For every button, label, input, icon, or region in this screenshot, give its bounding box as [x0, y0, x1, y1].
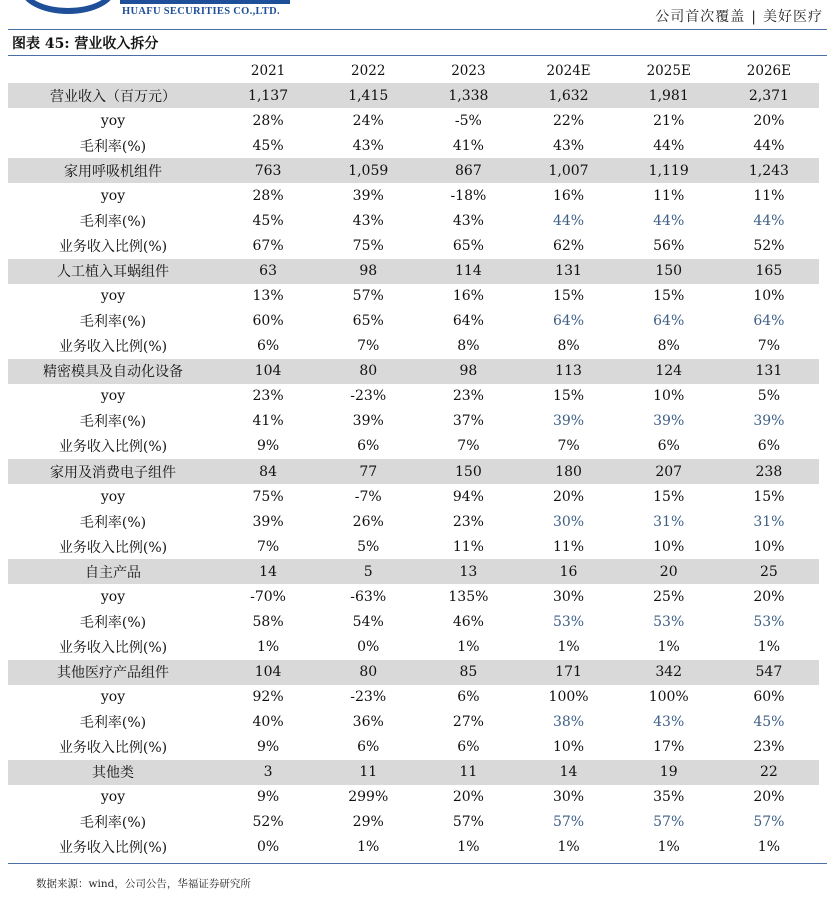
row-label: 业务收入比例(%)	[58, 539, 168, 556]
table-cell: 13	[418, 559, 518, 584]
table-cell: 45%	[252, 212, 284, 229]
table-cell: 39%	[352, 187, 384, 204]
table-cell: 44%	[653, 212, 685, 229]
table-cell: 53%	[653, 613, 685, 630]
table-cell: 77	[318, 459, 418, 484]
table-cell: 1,243	[719, 158, 819, 183]
table-cell: 94%	[452, 488, 484, 505]
table-cell: 41%	[252, 413, 284, 430]
table-row	[8, 133, 819, 158]
table-cell: 5	[318, 559, 418, 584]
table-row	[8, 384, 819, 409]
row-label: 营业收入（百万元）	[8, 83, 218, 108]
table-cell: 63	[218, 259, 318, 284]
table-cell: 1%	[557, 839, 580, 856]
table-cell: 45%	[252, 137, 284, 154]
data-source-note: 数据来源：wind，公司公告，华福证券研究所	[36, 878, 251, 890]
table-cell: 28%	[252, 112, 284, 129]
table-cell: 11%	[452, 538, 484, 555]
table-cell: 5%	[357, 538, 380, 555]
table-cell: 9%	[256, 789, 280, 806]
table-cell: 6%	[757, 438, 780, 455]
table-cell: 53%	[753, 613, 785, 630]
table-cell: 238	[719, 459, 819, 484]
table-cell: 44%	[753, 212, 785, 229]
table-cell: 6%	[256, 338, 280, 355]
row-label: 其他类	[8, 760, 218, 785]
table-cell: 46%	[452, 613, 484, 630]
table-row-segment	[8, 660, 819, 685]
table-row	[8, 835, 819, 860]
table-cell: 43%	[452, 212, 484, 229]
table-cell: 11%	[753, 187, 785, 204]
table-cell: 6%	[457, 739, 480, 756]
company-logo-icon	[20, 0, 116, 14]
header-report-info	[655, 6, 823, 26]
table-row	[8, 534, 819, 559]
table-cell: 64%	[452, 313, 484, 330]
table-cell: 44%	[653, 137, 685, 154]
table-title: 图表 45: 营业收入拆分	[12, 36, 159, 52]
row-label: 业务收入比例(%)	[58, 238, 168, 255]
table-cell: 1,059	[318, 158, 418, 183]
table-cell: 25	[719, 559, 819, 584]
table-cell: 52%	[252, 814, 284, 831]
table-cell: 11%	[552, 538, 585, 555]
table-row	[8, 685, 819, 710]
table-cell: 20%	[552, 488, 585, 505]
table-cell: 15%	[753, 488, 785, 505]
table-cell: 84	[218, 459, 318, 484]
row-label: 毛利率(%)	[79, 514, 147, 531]
table-cell: 40%	[252, 714, 284, 731]
table-cell: 39%	[552, 413, 585, 430]
header-divider	[8, 29, 827, 30]
table-cell: 43%	[352, 212, 384, 229]
table-cell: 43%	[352, 137, 384, 154]
table-cell: 11	[418, 760, 518, 785]
table-cell: 1,632	[518, 83, 618, 108]
table-cell: 27%	[452, 714, 484, 731]
table-cell: 67%	[252, 237, 284, 254]
column-header: 2021	[250, 62, 286, 79]
table-cell: 20%	[753, 588, 785, 605]
table-cell: 8%	[457, 338, 480, 355]
table-cell: 165	[719, 259, 819, 284]
table-cell: 150	[418, 459, 518, 484]
table-row-segment	[8, 359, 819, 384]
row-label: 毛利率(%)	[79, 614, 147, 631]
table-cell: 10%	[653, 538, 685, 555]
table-cell: 41%	[452, 137, 484, 154]
row-label: yoy	[100, 187, 126, 204]
table-row	[8, 309, 819, 334]
table-cell: 104	[218, 359, 318, 384]
row-label: yoy	[100, 588, 126, 605]
table-cell: 21%	[653, 112, 685, 129]
column-header: 2023	[451, 62, 486, 79]
table-cell: 10%	[753, 538, 785, 555]
table-cell: 11	[318, 760, 418, 785]
table-cell: 57%	[452, 814, 484, 831]
table-row	[8, 584, 819, 609]
table-cell: 57%	[653, 814, 685, 831]
table-cell: 31%	[653, 513, 685, 530]
table-cell: 80	[318, 660, 418, 685]
table-row	[8, 735, 819, 760]
table-cell: 763	[218, 158, 318, 183]
table-cell: 5%	[757, 388, 780, 405]
table-cell: 23%	[452, 388, 484, 405]
table-header-row	[8, 58, 819, 83]
table-row	[8, 434, 819, 459]
row-label: 其他医疗产品组件	[8, 660, 218, 685]
table-row-segment	[8, 559, 819, 584]
table-row	[8, 334, 819, 359]
table-cell: 135%	[448, 588, 489, 605]
table-cell: 60%	[252, 313, 284, 330]
row-label: yoy	[100, 789, 126, 806]
table-cell: 80	[318, 359, 418, 384]
table-cell: 65%	[352, 313, 384, 330]
table-cell: -23%	[350, 689, 387, 706]
table-cell: 58%	[252, 613, 284, 630]
table-cell: 100%	[548, 689, 589, 706]
table-cell: -23%	[350, 388, 387, 405]
company-name: 美好医疗	[763, 9, 823, 25]
table-row	[8, 108, 819, 133]
row-label: yoy	[100, 288, 126, 305]
table-cell: 6%	[357, 438, 380, 455]
table-cell: 3	[218, 760, 318, 785]
table-cell: 1%	[757, 839, 780, 856]
table-bottom-divider	[8, 863, 827, 864]
table-cell: 29%	[352, 814, 384, 831]
table-cell: 64%	[552, 313, 585, 330]
table-cell: 24%	[352, 112, 384, 129]
table-cell: 30%	[552, 588, 585, 605]
table-cell: 1%	[757, 638, 780, 655]
table-cell: 0%	[256, 839, 280, 856]
row-label: yoy	[100, 112, 126, 129]
table-cell: 1%	[256, 638, 280, 655]
table-cell: 35%	[653, 789, 685, 806]
table-cell: 114	[418, 259, 518, 284]
table-cell: 7%	[557, 438, 580, 455]
row-label: 家用及消费电子组件	[8, 459, 218, 484]
row-label: 业务收入比例(%)	[58, 439, 168, 456]
table-cell: 14	[518, 760, 618, 785]
table-cell: 171	[518, 660, 618, 685]
row-label: 毛利率(%)	[79, 815, 147, 832]
table-cell: 65%	[452, 237, 484, 254]
row-label: 人工植入耳蜗组件	[8, 259, 218, 284]
table-row	[8, 609, 819, 634]
report-type: 公司首次覆盖	[655, 9, 746, 25]
table-cell: -7%	[354, 488, 382, 505]
table-cell: 342	[619, 660, 719, 685]
table-row	[8, 710, 819, 735]
table-cell: 6%	[457, 689, 480, 706]
table-cell: 1,338	[418, 83, 518, 108]
table-cell: 31%	[753, 513, 785, 530]
row-label: 业务收入比例(%)	[58, 740, 168, 757]
table-cell: 1%	[457, 638, 480, 655]
table-cell: 207	[619, 459, 719, 484]
table-cell: 16	[518, 559, 618, 584]
table-cell: -63%	[350, 588, 387, 605]
row-label: 业务收入比例(%)	[58, 639, 168, 656]
table-row-segment	[8, 158, 819, 183]
table-cell: 20%	[753, 789, 785, 806]
table-cell: 7%	[457, 438, 480, 455]
table-cell: -5%	[454, 112, 482, 129]
table-cell: 30%	[552, 513, 585, 530]
row-label: 毛利率(%)	[79, 715, 147, 732]
row-label: yoy	[100, 689, 126, 706]
column-header	[8, 58, 218, 83]
row-label: 毛利率(%)	[79, 138, 147, 155]
title-divider	[8, 55, 827, 56]
table-row	[8, 233, 819, 258]
table-cell: 26%	[352, 513, 384, 530]
table-cell: 9%	[256, 438, 280, 455]
table-cell: 64%	[753, 313, 785, 330]
table-cell: 867	[418, 158, 518, 183]
table-cell: 23%	[452, 513, 484, 530]
company-name-en: HUAFU SECURITIES CO.,LTD.	[122, 6, 280, 17]
column-header: 2022	[351, 62, 386, 79]
table-row-segment	[8, 83, 819, 108]
table-cell: 36%	[352, 714, 384, 731]
table-cell: 98	[318, 259, 418, 284]
table-cell: 37%	[452, 413, 484, 430]
table-cell: 17%	[653, 739, 685, 756]
table-cell: 23%	[252, 388, 284, 405]
table-cell: 1,119	[619, 158, 719, 183]
table-cell: 10%	[653, 388, 685, 405]
table-row	[8, 810, 819, 835]
table-cell: 13%	[252, 288, 284, 305]
table-cell: -70%	[250, 588, 286, 605]
table-cell: 54%	[352, 613, 384, 630]
row-label: 业务收入比例(%)	[58, 339, 168, 356]
table-cell: 52%	[753, 237, 785, 254]
column-header: 2024E	[546, 62, 591, 79]
column-header: 2025E	[646, 62, 691, 79]
table-cell: 38%	[552, 714, 585, 731]
table-cell: 25%	[653, 588, 685, 605]
table-cell: 1%	[457, 839, 480, 856]
table-row-segment	[8, 760, 819, 785]
table-cell: 10%	[552, 739, 585, 756]
table-cell: 16%	[552, 187, 585, 204]
row-label: 家用呼吸机组件	[8, 158, 218, 183]
table-cell: 22%	[552, 112, 585, 129]
table-cell: 75%	[352, 237, 384, 254]
table-cell: 104	[218, 660, 318, 685]
table-row-segment	[8, 259, 819, 284]
table-body	[8, 58, 819, 860]
table-cell: 299%	[348, 789, 389, 806]
table-cell: 10%	[753, 288, 785, 305]
table-row	[8, 284, 819, 309]
table-cell: 98	[418, 359, 518, 384]
row-label: 毛利率(%)	[79, 314, 147, 331]
table-row	[8, 409, 819, 434]
table-cell: 39%	[653, 413, 685, 430]
table-cell: 15%	[552, 288, 585, 305]
table-cell: 9%	[256, 739, 280, 756]
column-header: 2026E	[746, 62, 791, 79]
table-cell: 8%	[657, 338, 680, 355]
table-cell: 7%	[357, 338, 380, 355]
table-cell: 60%	[753, 689, 785, 706]
table-cell: 39%	[753, 413, 785, 430]
table-cell: 44%	[552, 212, 585, 229]
table-cell: 1,007	[518, 158, 618, 183]
table-cell: 15%	[653, 288, 685, 305]
table-cell: 14	[218, 559, 318, 584]
table-cell: 0%	[357, 638, 380, 655]
table-cell: 56%	[653, 237, 685, 254]
table-cell: 57%	[352, 288, 384, 305]
table-cell: 6%	[657, 438, 680, 455]
table-row	[8, 509, 819, 534]
row-label: 精密模具及自动化设备	[8, 359, 218, 384]
revenue-breakdown-table	[8, 58, 819, 860]
header-separator: |	[751, 9, 757, 25]
table-cell: 1,137	[218, 83, 318, 108]
table-cell: 131	[518, 259, 618, 284]
table-cell: 113	[518, 359, 618, 384]
table-cell: 11%	[653, 187, 685, 204]
table-cell: 39%	[352, 413, 384, 430]
table-cell: 53%	[552, 613, 585, 630]
table-cell: 547	[719, 660, 819, 685]
table-cell: 150	[619, 259, 719, 284]
table-cell: 39%	[252, 513, 284, 530]
table-cell: 1%	[657, 839, 680, 856]
table-row-segment	[8, 459, 819, 484]
table-cell: 15%	[653, 488, 685, 505]
table-cell: 15%	[552, 388, 585, 405]
row-label: 自主产品	[8, 559, 218, 584]
table-cell: 57%	[753, 814, 785, 831]
table-cell: 1%	[557, 638, 580, 655]
table-cell: 1,981	[619, 83, 719, 108]
table-cell: 100%	[648, 689, 689, 706]
row-label: yoy	[100, 388, 126, 405]
table-cell: 28%	[252, 187, 284, 204]
table-row	[8, 208, 819, 233]
table-cell: 19	[619, 760, 719, 785]
table-row	[8, 634, 819, 659]
table-cell: 23%	[753, 739, 785, 756]
table-cell: 43%	[552, 137, 585, 154]
table-cell: 1%	[357, 839, 380, 856]
table-cell: 92%	[252, 689, 284, 706]
logo-bar	[120, 0, 290, 4]
table-cell: 62%	[552, 237, 585, 254]
table-row	[8, 183, 819, 208]
table-cell: 30%	[552, 789, 585, 806]
table-cell: 20%	[452, 789, 484, 806]
table-cell: 7%	[757, 338, 780, 355]
table-cell: 180	[518, 459, 618, 484]
table-cell: 7%	[256, 538, 280, 555]
table-cell: 131	[719, 359, 819, 384]
table-row	[8, 484, 819, 509]
table-cell: 6%	[357, 739, 380, 756]
table-cell: 75%	[252, 488, 284, 505]
page-header	[0, 0, 827, 30]
table-cell: 64%	[653, 313, 685, 330]
table-cell: -18%	[450, 187, 487, 204]
table-cell: 8%	[557, 338, 580, 355]
row-label: 毛利率(%)	[79, 213, 147, 230]
table-cell: 124	[619, 359, 719, 384]
row-label: 业务收入比例(%)	[58, 840, 168, 857]
row-label: 毛利率(%)	[79, 414, 147, 431]
table-cell: 1%	[657, 638, 680, 655]
table-cell: 57%	[552, 814, 585, 831]
table-cell: 85	[418, 660, 518, 685]
table-cell: 45%	[753, 714, 785, 731]
table-cell: 1,415	[318, 83, 418, 108]
table-cell: 43%	[653, 714, 685, 731]
row-label: yoy	[100, 488, 126, 505]
table-cell: 22	[719, 760, 819, 785]
table-row	[8, 785, 819, 810]
table-cell: 16%	[452, 288, 484, 305]
table-cell: 20%	[753, 112, 785, 129]
table-cell: 44%	[753, 137, 785, 154]
table-cell: 2,371	[719, 83, 819, 108]
table-cell: 20	[619, 559, 719, 584]
